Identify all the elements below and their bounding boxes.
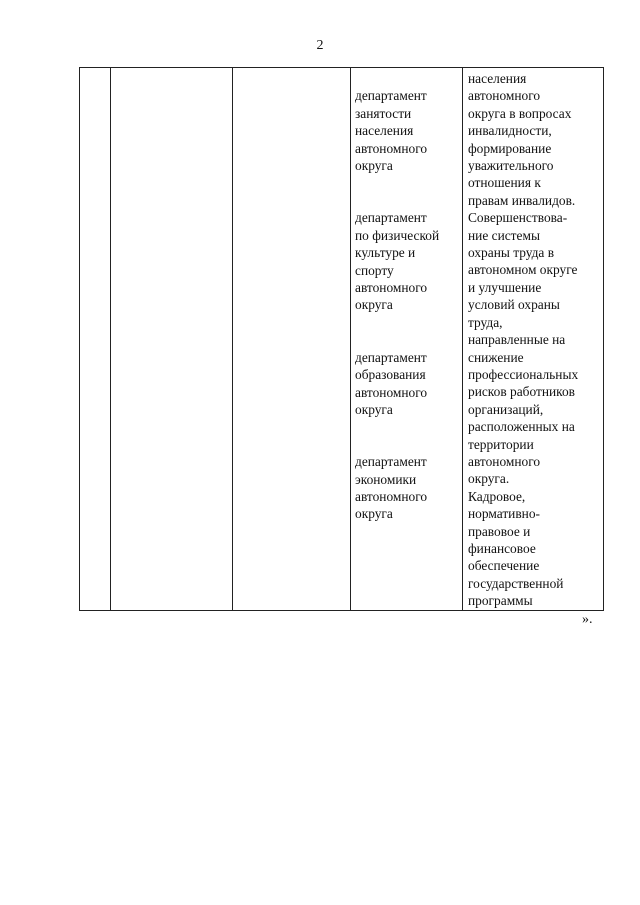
- department-sport: департамент по физической культуре и спорту автономного округа: [355, 210, 440, 313]
- closing-quote-mark: ».: [582, 612, 593, 627]
- table-cell-description: [463, 68, 604, 611]
- table-cell-departments: [351, 68, 463, 611]
- department-employment: департамент занятости населения автономного округа: [355, 88, 428, 174]
- table-cell-name: [111, 68, 233, 611]
- department-economics: департамент экономики автономного округа: [355, 454, 428, 522]
- table-cell-executor: [233, 68, 351, 611]
- table-cell-number: [80, 68, 111, 611]
- table-row: [80, 68, 604, 611]
- department-education: департамент образования автономного округа: [355, 349, 428, 417]
- page-number: 2: [316, 38, 324, 53]
- program-table: [79, 67, 604, 611]
- description-text: населения автономного округа в вопросах инвалидности, формирование уважительного отношения к правам инвалидов. Совершенствова- ние системы охраны труда в автономном округе и улучшение условий охраны труда, направленные на снижение профессиональных рисков работников организаций, расположенных на территории автономного округа. Кадровое, нормативно- правовое и финансовое обеспечение государственной программы: [468, 71, 579, 609]
